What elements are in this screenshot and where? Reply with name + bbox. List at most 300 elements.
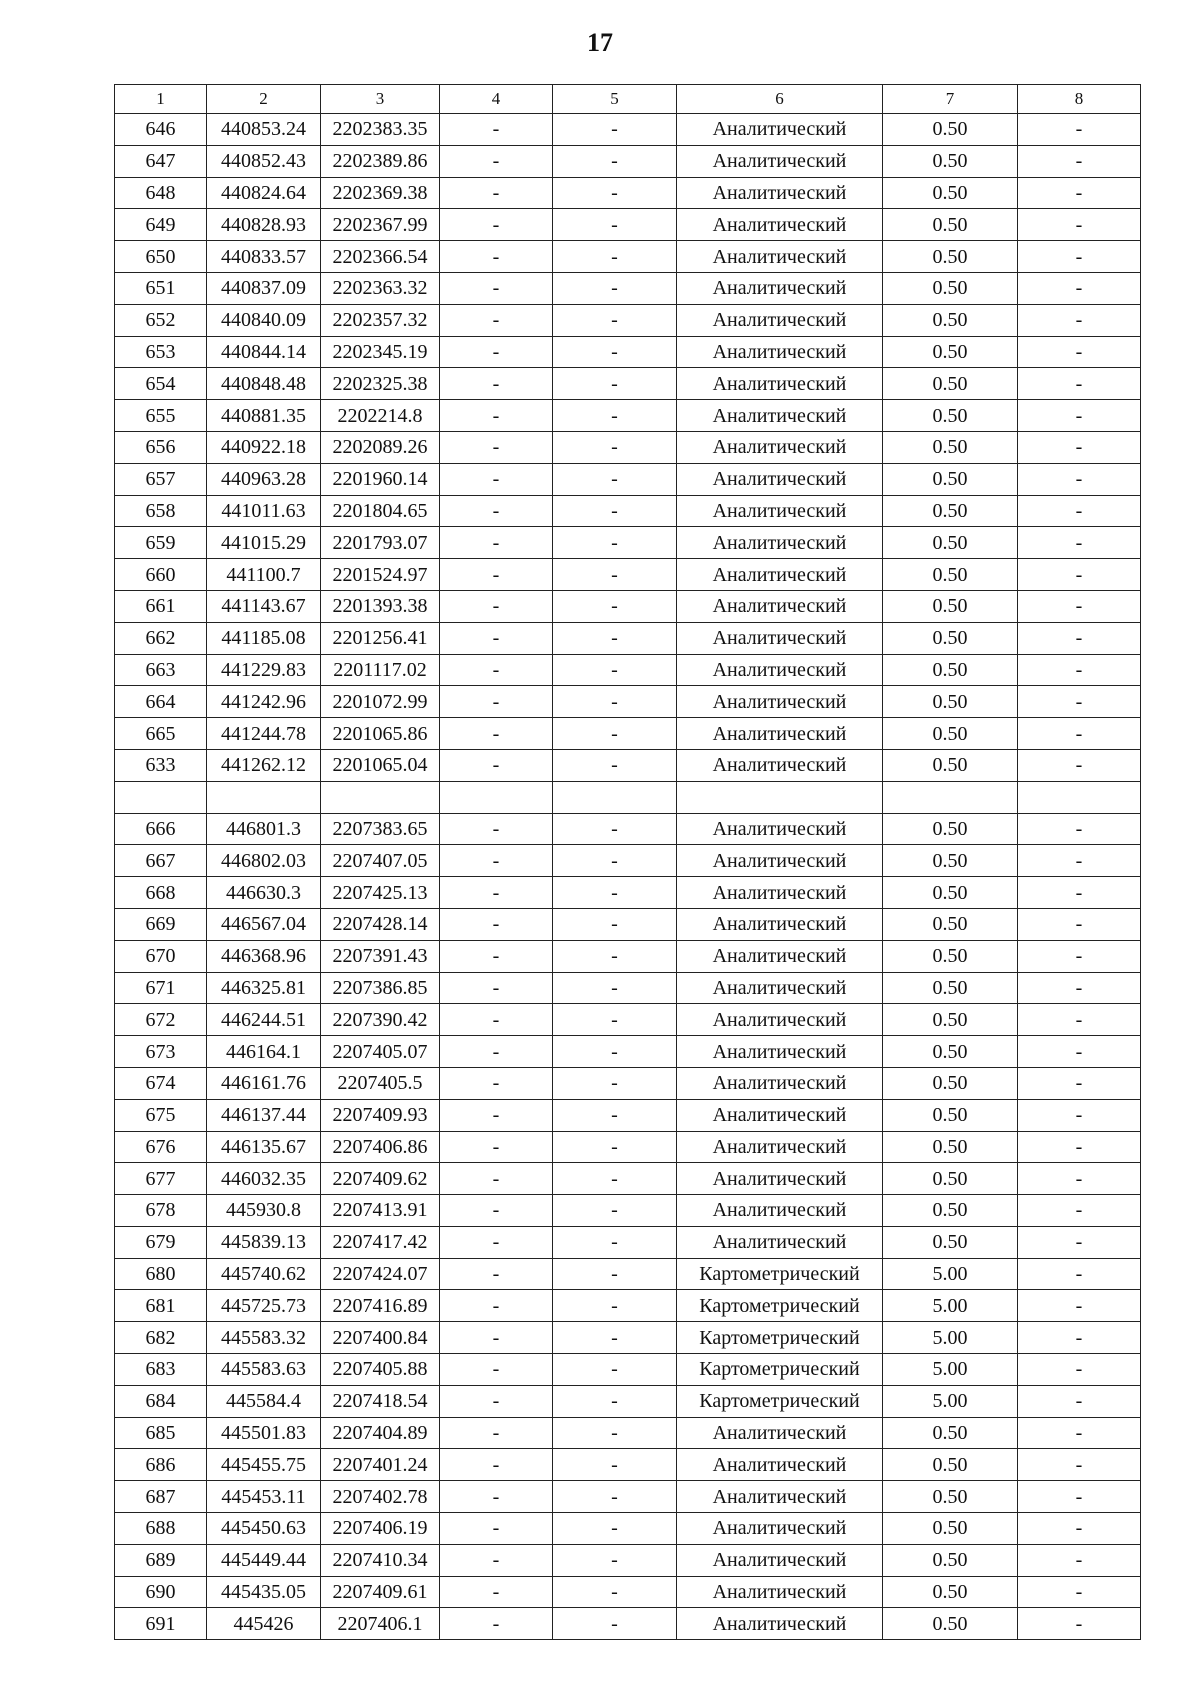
point-number-cell: 647	[115, 145, 207, 177]
method-cell: Аналитический	[677, 368, 883, 400]
method-cell: Аналитический	[677, 1513, 883, 1545]
col5-cell: -	[553, 590, 677, 622]
x-coordinate-cell: 441244.78	[207, 718, 321, 750]
y-coordinate-cell: 2207425.13	[321, 877, 440, 909]
col8-cell: -	[1018, 940, 1141, 972]
x-coordinate-cell: 445740.62	[207, 1258, 321, 1290]
table-row	[115, 749, 1141, 781]
col5-cell: -	[553, 749, 677, 781]
y-coordinate-cell: 2201117.02	[321, 654, 440, 686]
col8-cell: -	[1018, 241, 1141, 273]
method-cell: Аналитический	[677, 1067, 883, 1099]
col4-cell: -	[440, 686, 553, 718]
y-coordinate-cell: 2202369.38	[321, 177, 440, 209]
y-coordinate-cell: 2207390.42	[321, 1004, 440, 1036]
col4-cell: -	[440, 1385, 553, 1417]
column-header: 6	[677, 85, 883, 114]
point-number-cell: 670	[115, 940, 207, 972]
point-number-cell: 665	[115, 718, 207, 750]
point-number-cell: 676	[115, 1131, 207, 1163]
table-row	[115, 177, 1141, 209]
table-row	[115, 1449, 1141, 1481]
method-cell: Аналитический	[677, 336, 883, 368]
col4-cell: -	[440, 654, 553, 686]
col5-cell: -	[553, 1163, 677, 1195]
point-number-cell: 648	[115, 177, 207, 209]
accuracy-cell: 0.50	[883, 495, 1018, 527]
y-coordinate-cell: 2201065.86	[321, 718, 440, 750]
table-row	[115, 1099, 1141, 1131]
point-number-cell: 686	[115, 1449, 207, 1481]
accuracy-cell: 0.50	[883, 590, 1018, 622]
method-cell: Аналитический	[677, 845, 883, 877]
accuracy-cell: 0.50	[883, 1576, 1018, 1608]
col8-cell: -	[1018, 590, 1141, 622]
col5-cell: -	[553, 940, 677, 972]
x-coordinate-cell: 441011.63	[207, 495, 321, 527]
point-number-cell: 671	[115, 972, 207, 1004]
method-cell: Аналитический	[677, 622, 883, 654]
accuracy-cell: 0.50	[883, 1067, 1018, 1099]
col8-cell: -	[1018, 1163, 1141, 1195]
page-number: 17	[587, 28, 613, 57]
col4-cell: -	[440, 1354, 553, 1386]
method-cell: Аналитический	[677, 686, 883, 718]
x-coordinate-cell: 446161.76	[207, 1067, 321, 1099]
col5-cell: -	[553, 1290, 677, 1322]
col4-cell: -	[440, 1131, 553, 1163]
table-row	[115, 1544, 1141, 1576]
y-coordinate-cell: 2207406.1	[321, 1608, 440, 1640]
col4-cell: -	[440, 1226, 553, 1258]
method-cell: Аналитический	[677, 1417, 883, 1449]
x-coordinate-cell: 440833.57	[207, 241, 321, 273]
accuracy-cell: 0.50	[883, 272, 1018, 304]
column-header: 7	[883, 85, 1018, 114]
col5-cell: -	[553, 813, 677, 845]
point-number-cell: 663	[115, 654, 207, 686]
x-coordinate-cell: 440881.35	[207, 400, 321, 432]
x-coordinate-cell: 446801.3	[207, 813, 321, 845]
method-cell: Аналитический	[677, 1449, 883, 1481]
table-row	[115, 590, 1141, 622]
col4-cell: -	[440, 336, 553, 368]
col5-cell	[553, 781, 677, 813]
table-row	[115, 1004, 1141, 1036]
point-number-cell: 656	[115, 431, 207, 463]
accuracy-cell: 0.50	[883, 654, 1018, 686]
y-coordinate-cell: 2207406.86	[321, 1131, 440, 1163]
x-coordinate-cell: 446368.96	[207, 940, 321, 972]
accuracy-cell: 0.50	[883, 749, 1018, 781]
col8-cell: -	[1018, 1004, 1141, 1036]
col8-cell: -	[1018, 1449, 1141, 1481]
col8-cell: -	[1018, 1036, 1141, 1068]
col5-cell: -	[553, 559, 677, 591]
method-cell: Аналитический	[677, 654, 883, 686]
col4-cell: -	[440, 209, 553, 241]
method-cell: Аналитический	[677, 463, 883, 495]
x-coordinate-cell: 446802.03	[207, 845, 321, 877]
y-coordinate-cell: 2202383.35	[321, 114, 440, 146]
point-number-cell	[115, 781, 207, 813]
point-number-cell: 664	[115, 686, 207, 718]
y-coordinate-cell: 2201793.07	[321, 527, 440, 559]
table-row	[115, 622, 1141, 654]
col5-cell: -	[553, 908, 677, 940]
table-row	[115, 368, 1141, 400]
y-coordinate-cell: 2207413.91	[321, 1195, 440, 1227]
point-number-cell: 685	[115, 1417, 207, 1449]
point-number-cell: 650	[115, 241, 207, 273]
point-number-cell: 652	[115, 304, 207, 336]
column-header: 3	[321, 85, 440, 114]
table-row	[115, 145, 1141, 177]
table-row	[115, 1258, 1141, 1290]
y-coordinate-cell: 2207418.54	[321, 1385, 440, 1417]
col4-cell: -	[440, 304, 553, 336]
col5-cell: -	[553, 1036, 677, 1068]
method-cell: Картометрический	[677, 1385, 883, 1417]
x-coordinate-cell: 445583.32	[207, 1322, 321, 1354]
table-row	[115, 1576, 1141, 1608]
point-number-cell: 667	[115, 845, 207, 877]
col5-cell: -	[553, 654, 677, 686]
x-coordinate-cell: 440848.48	[207, 368, 321, 400]
table-row	[115, 972, 1141, 1004]
table-row	[115, 718, 1141, 750]
x-coordinate-cell: 441262.12	[207, 749, 321, 781]
point-number-cell: 661	[115, 590, 207, 622]
table-row	[115, 209, 1141, 241]
accuracy-cell: 0.50	[883, 1131, 1018, 1163]
table-row	[115, 1195, 1141, 1227]
col8-cell: -	[1018, 1576, 1141, 1608]
y-coordinate-cell: 2207416.89	[321, 1290, 440, 1322]
col8-cell: -	[1018, 368, 1141, 400]
col5-cell: -	[553, 1004, 677, 1036]
accuracy-cell: 0.50	[883, 1163, 1018, 1195]
col4-cell: -	[440, 272, 553, 304]
x-coordinate-cell: 445583.63	[207, 1354, 321, 1386]
col5-cell: -	[553, 1099, 677, 1131]
method-cell: Аналитический	[677, 1131, 883, 1163]
y-coordinate-cell: 2201960.14	[321, 463, 440, 495]
col8-cell: -	[1018, 527, 1141, 559]
method-cell: Аналитический	[677, 590, 883, 622]
col5-cell: -	[553, 877, 677, 909]
x-coordinate-cell: 446164.1	[207, 1036, 321, 1068]
table-row	[115, 1608, 1141, 1640]
method-cell: Аналитический	[677, 813, 883, 845]
point-number-cell: 682	[115, 1322, 207, 1354]
accuracy-cell	[883, 781, 1018, 813]
accuracy-cell: 0.50	[883, 1417, 1018, 1449]
x-coordinate-cell: 440922.18	[207, 431, 321, 463]
table-row	[115, 241, 1141, 273]
x-coordinate-cell: 441100.7	[207, 559, 321, 591]
table-row	[115, 877, 1141, 909]
method-cell: Аналитический	[677, 1195, 883, 1227]
table-row	[115, 1226, 1141, 1258]
col8-cell: -	[1018, 177, 1141, 209]
accuracy-cell: 5.00	[883, 1385, 1018, 1417]
accuracy-cell: 0.50	[883, 718, 1018, 750]
col5-cell: -	[553, 114, 677, 146]
col8-cell: -	[1018, 845, 1141, 877]
table-header	[115, 85, 1141, 114]
y-coordinate-cell: 2202089.26	[321, 431, 440, 463]
col8-cell: -	[1018, 1067, 1141, 1099]
col5-cell: -	[553, 1131, 677, 1163]
col4-cell: -	[440, 1004, 553, 1036]
x-coordinate-cell: 446135.67	[207, 1131, 321, 1163]
x-coordinate-cell: 440828.93	[207, 209, 321, 241]
y-coordinate-cell: 2207405.88	[321, 1354, 440, 1386]
col8-cell: -	[1018, 972, 1141, 1004]
point-number-cell: 683	[115, 1354, 207, 1386]
accuracy-cell: 0.50	[883, 241, 1018, 273]
col8-cell: -	[1018, 463, 1141, 495]
accuracy-cell: 0.50	[883, 1544, 1018, 1576]
col4-cell: -	[440, 845, 553, 877]
col4-cell: -	[440, 813, 553, 845]
accuracy-cell: 0.50	[883, 209, 1018, 241]
col8-cell: -	[1018, 686, 1141, 718]
x-coordinate-cell: 440837.09	[207, 272, 321, 304]
point-number-cell: 672	[115, 1004, 207, 1036]
col4-cell: -	[440, 622, 553, 654]
col4-cell: -	[440, 718, 553, 750]
col5-cell: -	[553, 1385, 677, 1417]
y-coordinate-cell: 2207417.42	[321, 1226, 440, 1258]
point-number-cell: 678	[115, 1195, 207, 1227]
col8-cell: -	[1018, 877, 1141, 909]
accuracy-cell: 5.00	[883, 1322, 1018, 1354]
x-coordinate-cell: 445930.8	[207, 1195, 321, 1227]
col8-cell: -	[1018, 431, 1141, 463]
x-coordinate-cell: 446244.51	[207, 1004, 321, 1036]
table-row	[115, 463, 1141, 495]
col8-cell: -	[1018, 400, 1141, 432]
table-row	[115, 1322, 1141, 1354]
col5-cell: -	[553, 972, 677, 1004]
y-coordinate-cell: 2202367.99	[321, 209, 440, 241]
accuracy-cell: 0.50	[883, 177, 1018, 209]
x-coordinate-cell: 446630.3	[207, 877, 321, 909]
col5-cell: -	[553, 368, 677, 400]
col8-cell	[1018, 781, 1141, 813]
y-coordinate-cell: 2207409.62	[321, 1163, 440, 1195]
accuracy-cell: 0.50	[883, 1608, 1018, 1640]
accuracy-cell: 0.50	[883, 431, 1018, 463]
x-coordinate-cell: 446325.81	[207, 972, 321, 1004]
column-header: 8	[1018, 85, 1141, 114]
y-coordinate-cell: 2207405.5	[321, 1067, 440, 1099]
point-number-cell: 688	[115, 1513, 207, 1545]
column-header: 2	[207, 85, 321, 114]
col5-cell: -	[553, 1417, 677, 1449]
col4-cell: -	[440, 1481, 553, 1513]
y-coordinate-cell: 2201524.97	[321, 559, 440, 591]
method-cell: Аналитический	[677, 749, 883, 781]
table-row	[115, 940, 1141, 972]
col8-cell: -	[1018, 1385, 1141, 1417]
col5-cell: -	[553, 1226, 677, 1258]
point-number-cell: 633	[115, 749, 207, 781]
method-cell: Картометрический	[677, 1354, 883, 1386]
x-coordinate-cell: 441015.29	[207, 527, 321, 559]
table-row	[115, 114, 1141, 146]
method-cell: Аналитический	[677, 177, 883, 209]
col4-cell: -	[440, 1513, 553, 1545]
col5-cell: -	[553, 1067, 677, 1099]
method-cell: Аналитический	[677, 559, 883, 591]
col5-cell: -	[553, 495, 677, 527]
method-cell: Аналитический	[677, 1226, 883, 1258]
table-row	[115, 1481, 1141, 1513]
x-coordinate-cell: 446137.44	[207, 1099, 321, 1131]
coordinates-table	[114, 84, 1141, 1640]
col8-cell: -	[1018, 209, 1141, 241]
accuracy-cell: 0.50	[883, 1226, 1018, 1258]
method-cell: Аналитический	[677, 1036, 883, 1068]
y-coordinate-cell: 2207386.85	[321, 972, 440, 1004]
col8-cell: -	[1018, 1354, 1141, 1386]
col8-cell: -	[1018, 908, 1141, 940]
accuracy-cell: 0.50	[883, 368, 1018, 400]
point-number-cell: 646	[115, 114, 207, 146]
accuracy-cell: 0.50	[883, 1036, 1018, 1068]
accuracy-cell: 0.50	[883, 114, 1018, 146]
accuracy-cell: 0.50	[883, 304, 1018, 336]
method-cell: Картометрический	[677, 1258, 883, 1290]
method-cell: Аналитический	[677, 1481, 883, 1513]
x-coordinate-cell: 440840.09	[207, 304, 321, 336]
table-row	[115, 1513, 1141, 1545]
y-coordinate-cell: 2201804.65	[321, 495, 440, 527]
table-row	[115, 495, 1141, 527]
y-coordinate-cell: 2202345.19	[321, 336, 440, 368]
method-cell: Аналитический	[677, 908, 883, 940]
col5-cell: -	[553, 718, 677, 750]
y-coordinate-cell: 2202363.32	[321, 272, 440, 304]
accuracy-cell: 5.00	[883, 1354, 1018, 1386]
table-row	[115, 431, 1141, 463]
accuracy-cell: 0.50	[883, 336, 1018, 368]
table-row	[115, 400, 1141, 432]
point-number-cell: 690	[115, 1576, 207, 1608]
col4-cell: -	[440, 559, 553, 591]
table-row	[115, 272, 1141, 304]
col4-cell: -	[440, 1258, 553, 1290]
method-cell: Аналитический	[677, 400, 883, 432]
col4-cell: -	[440, 1576, 553, 1608]
y-coordinate-cell: 2207401.24	[321, 1449, 440, 1481]
method-cell: Аналитический	[677, 877, 883, 909]
col4-cell: -	[440, 940, 553, 972]
col8-cell: -	[1018, 749, 1141, 781]
col8-cell: -	[1018, 813, 1141, 845]
col8-cell: -	[1018, 1195, 1141, 1227]
col5-cell: -	[553, 145, 677, 177]
col8-cell: -	[1018, 1544, 1141, 1576]
y-coordinate-cell: 2207405.07	[321, 1036, 440, 1068]
method-cell: Аналитический	[677, 272, 883, 304]
table-row	[115, 1163, 1141, 1195]
y-coordinate-cell: 2201393.38	[321, 590, 440, 622]
col4-cell: -	[440, 590, 553, 622]
col5-cell: -	[553, 1322, 677, 1354]
accuracy-cell: 0.50	[883, 463, 1018, 495]
accuracy-cell: 0.50	[883, 877, 1018, 909]
y-coordinate-cell: 2202325.38	[321, 368, 440, 400]
point-number-cell: 673	[115, 1036, 207, 1068]
col4-cell	[440, 781, 553, 813]
y-coordinate-cell: 2202214.8	[321, 400, 440, 432]
y-coordinate-cell: 2202366.54	[321, 241, 440, 273]
accuracy-cell: 0.50	[883, 845, 1018, 877]
table-row	[115, 781, 1141, 813]
table-row	[115, 1385, 1141, 1417]
point-number-cell: 684	[115, 1385, 207, 1417]
method-cell: Аналитический	[677, 1544, 883, 1576]
x-coordinate-cell: 445453.11	[207, 1481, 321, 1513]
point-number-cell: 660	[115, 559, 207, 591]
col5-cell: -	[553, 1354, 677, 1386]
point-number-cell: 691	[115, 1608, 207, 1640]
accuracy-cell: 0.50	[883, 527, 1018, 559]
col4-cell: -	[440, 1099, 553, 1131]
col5-cell: -	[553, 1544, 677, 1576]
y-coordinate-cell: 2207409.93	[321, 1099, 440, 1131]
col8-cell: -	[1018, 1226, 1141, 1258]
x-coordinate-cell: 445584.4	[207, 1385, 321, 1417]
col5-cell: -	[553, 400, 677, 432]
col5-cell: -	[553, 1513, 677, 1545]
method-cell: Аналитический	[677, 304, 883, 336]
x-coordinate-cell: 441229.83	[207, 654, 321, 686]
col8-cell: -	[1018, 304, 1141, 336]
table-row	[115, 686, 1141, 718]
x-coordinate-cell: 445450.63	[207, 1513, 321, 1545]
x-coordinate-cell: 445449.44	[207, 1544, 321, 1576]
x-coordinate-cell: 441242.96	[207, 686, 321, 718]
col4-cell: -	[440, 1449, 553, 1481]
col5-cell: -	[553, 209, 677, 241]
method-cell: Аналитический	[677, 527, 883, 559]
x-coordinate-cell: 441185.08	[207, 622, 321, 654]
col8-cell: -	[1018, 559, 1141, 591]
point-number-cell: 655	[115, 400, 207, 432]
y-coordinate-cell: 2207424.07	[321, 1258, 440, 1290]
table-row	[115, 1131, 1141, 1163]
col8-cell: -	[1018, 336, 1141, 368]
col4-cell: -	[440, 463, 553, 495]
point-number-cell: 662	[115, 622, 207, 654]
col8-cell: -	[1018, 1481, 1141, 1513]
method-cell	[677, 781, 883, 813]
header-row	[115, 85, 1141, 114]
accuracy-cell: 0.50	[883, 1099, 1018, 1131]
col8-cell: -	[1018, 1322, 1141, 1354]
column-header: 1	[115, 85, 207, 114]
x-coordinate-cell: 445725.73	[207, 1290, 321, 1322]
col5-cell: -	[553, 1449, 677, 1481]
y-coordinate-cell: 2207402.78	[321, 1481, 440, 1513]
method-cell: Аналитический	[677, 241, 883, 273]
x-coordinate-cell: 440963.28	[207, 463, 321, 495]
